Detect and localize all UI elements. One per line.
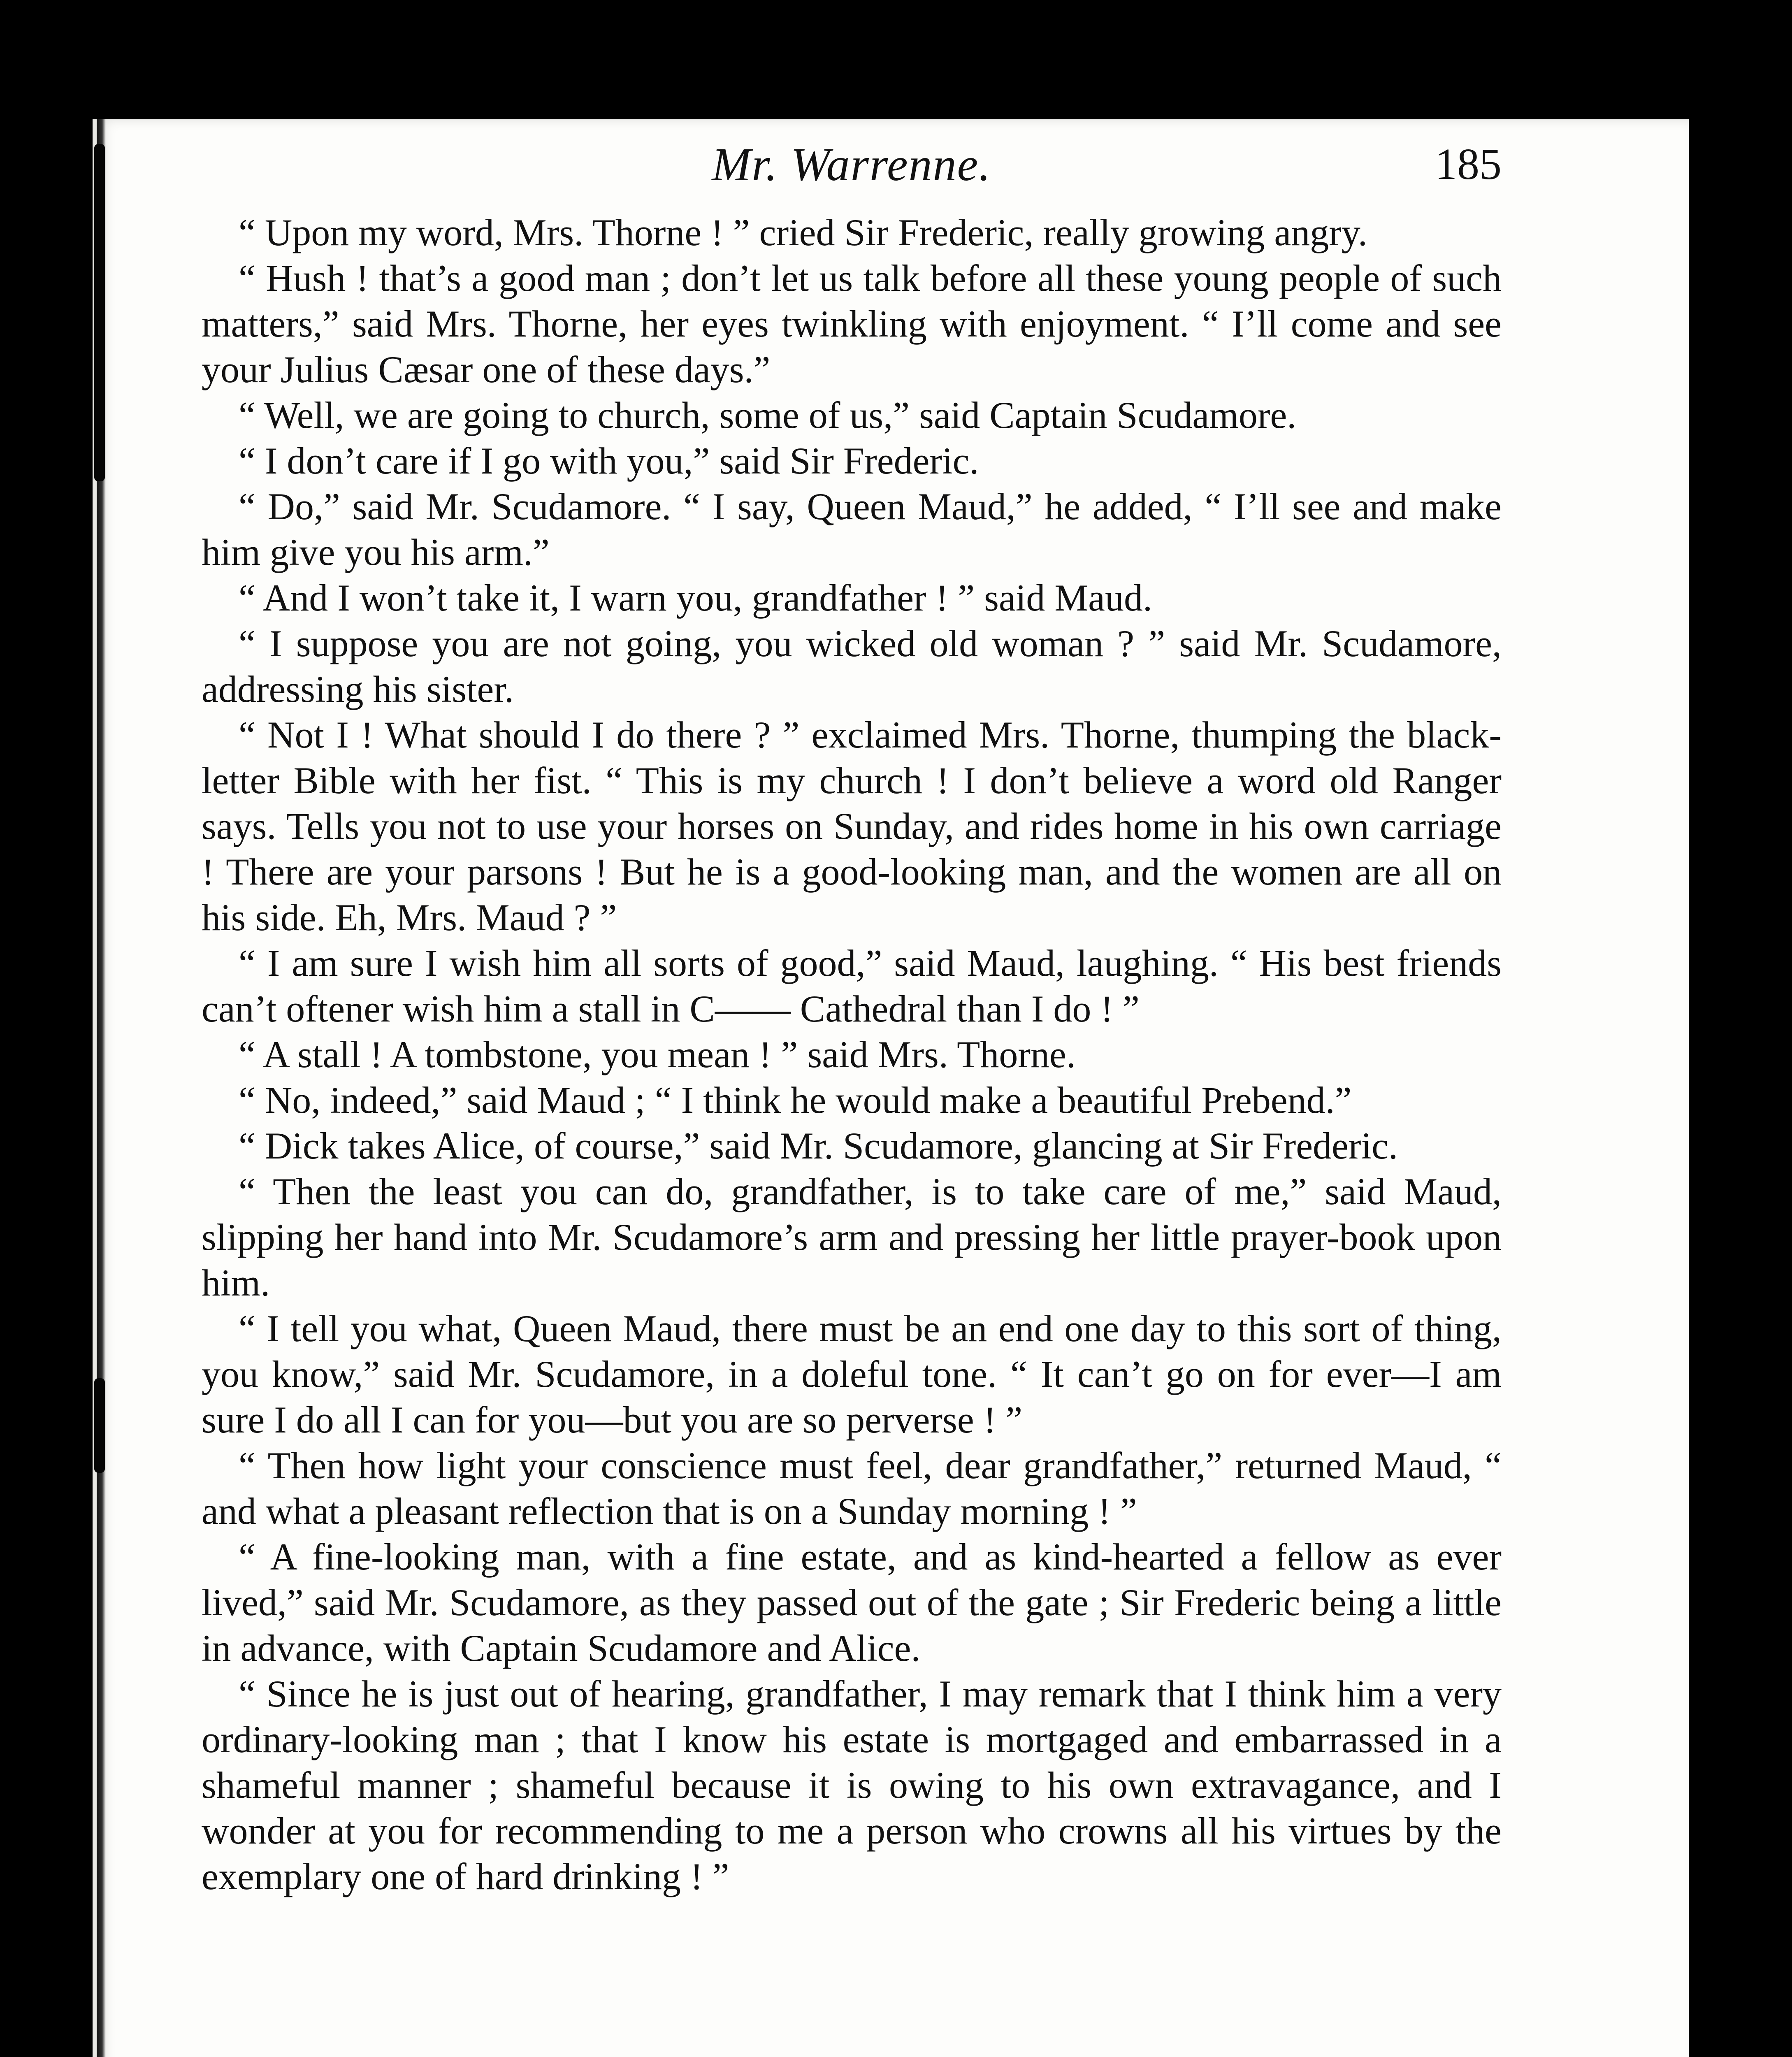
paragraph: “ Dick takes Alice, of course,” said Mr. Scudamore, glancing at Sir Frederic. — [239, 1125, 1398, 1167]
paragraph: “ Well, we are going to church, some of us,” said Captain Scudamore. — [239, 394, 1297, 436]
paragraph: “ A stall ! A tombstone, you mean ! ” said Mrs. Thorne. — [239, 1033, 1076, 1075]
paragraph: “ Not I ! What should I do there ? ” exclaimed Mrs. Thorne, thumping the black-letter Bible with her fist. “ This is my church ! I don’t believe a word old Ranger says. Tells you not to use your horses on Sunday, and rides home in his own carriage ! There are your parsons ! But he is a good-looking man, and the women are all on his side. Eh, Mrs. Maud ? ” — [202, 714, 1502, 938]
paragraph: “ I suppose you are not going, you wicked old woman ? ” said Mr. Scudamore, addressing his sister. — [202, 622, 1502, 710]
paragraph: “ A fine-looking man, with a fine estate, and as kind-hearted a fellow as ever lived,” said Mr. Scudamore, as they passed out of the gate ; Sir Frederic being a little in advance, with Captain Scudamore and Alice. — [202, 1536, 1502, 1669]
page-number: 185 — [1435, 140, 1502, 189]
paragraph: “ I tell you what, Queen Maud, there must be an end one day to this sort of thing, you know,” said Mr. Scudamore, in a doleful tone. “ It can’t go on for ever—I am sure I do all I can for you—but you are so perverse ! ” — [202, 1307, 1502, 1441]
paragraph: “ Since he is just out of hearing, grandfather, I may remark that I think him a very ordinary-looking man ; that I know his estate is mortgaged and embarrassed in a shameful manner ; shameful because it is owing to his own extravagance, and I wonder at you for recommending to me a person who crowns all his virtues by the exemplary one of hard drinking ! ” — [202, 1673, 1502, 1897]
paragraph: “ Then the least you can do, grandfather, is to take care of me,” said Maud, slipping her hand into Mr. Scudamore’s arm and pressing her little prayer-book upon him. — [202, 1170, 1502, 1304]
body-text — [202, 210, 1502, 1899]
paragraph: “ And I won’t take it, I warn you, grandfather ! ” said Maud. — [239, 577, 1152, 619]
paragraph: “ Then how light your conscience must feel, dear grandfather,” returned Maud, “ and what a pleasant reflection that is on a Sunday morning ! ” — [202, 1444, 1502, 1532]
page-header — [202, 132, 1502, 197]
paragraph: “ I don’t care if I go with you,” said Sir Frederic. — [239, 440, 979, 482]
paragraph: “ I am sure I wish him all sorts of good,” said Maud, laughing. “ His best friends can’t oftener wish him a stall in C—— Cathedral than I do ! ” — [202, 942, 1502, 1030]
paragraph: “ Upon my word, Mrs. Thorne ! ” cried Sir Frederic, really growing angry. — [239, 211, 1367, 253]
running-head: Mr. Warrenne. — [712, 138, 991, 190]
binding-mark — [94, 1378, 105, 1473]
paragraph: “ No, indeed,” said Maud ; “ I think he would make a beautiful Prebend.” — [239, 1079, 1352, 1121]
paragraph: “ Do,” said Mr. Scudamore. “ I say, Queen Maud,” he added, “ I’ll see and make him give you his arm.” — [202, 485, 1502, 573]
paragraph: “ Hush ! that’s a good man ; don’t let us talk before all these young people of such matters,” said Mrs. Thorne, her eyes twinkling with enjoyment. “ I’ll come and see your Julius Cæsar one of these days.” — [202, 257, 1502, 390]
binding-mark — [94, 144, 105, 481]
